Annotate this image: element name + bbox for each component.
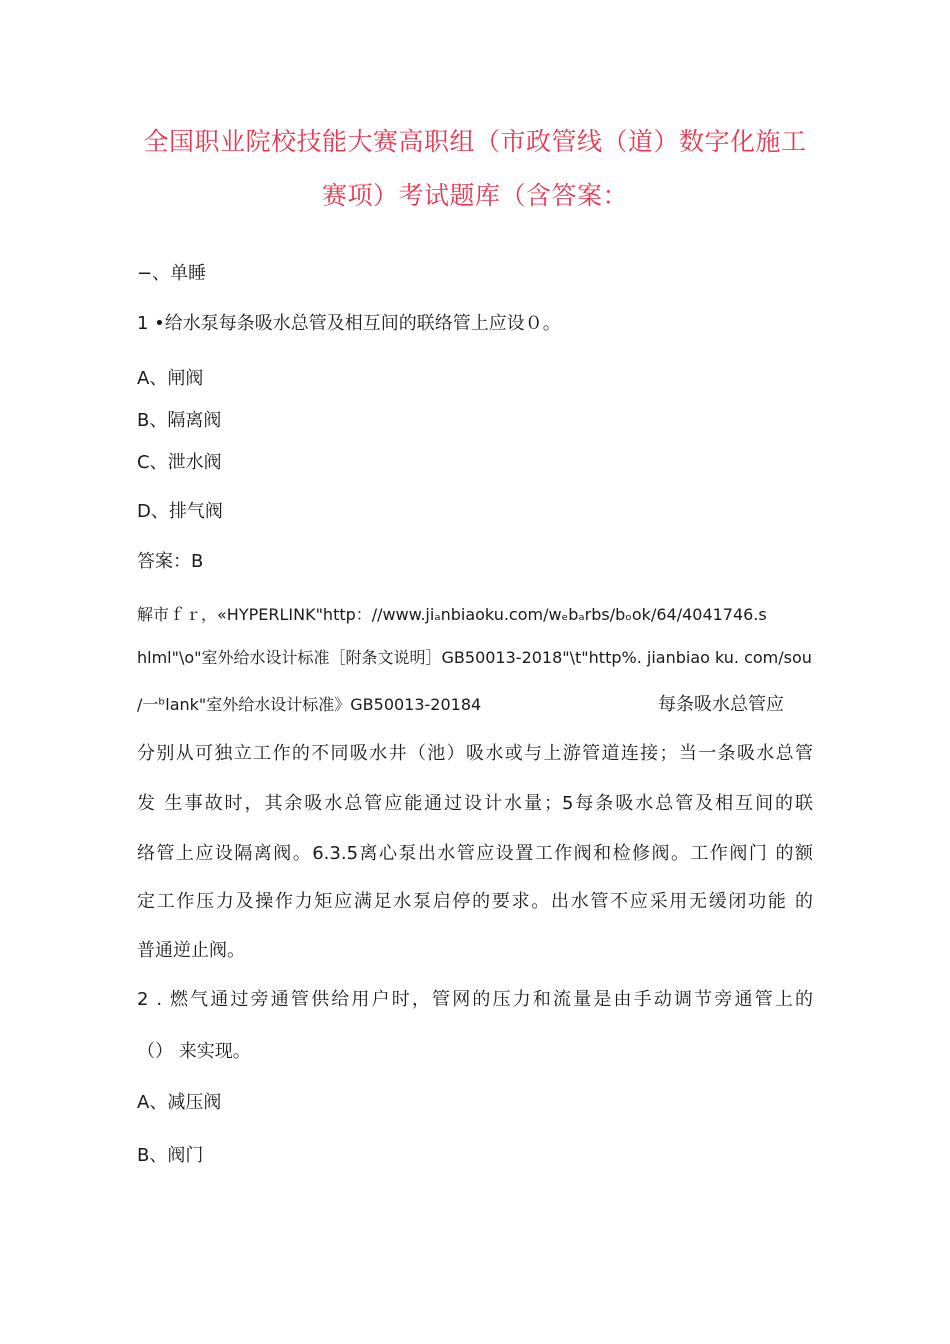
question-1-option-a: A、闸阀 — [137, 368, 204, 389]
question-1-option-c: C、泄水阀 — [137, 452, 222, 473]
question-1-explanation-line: 定工作压力及操作力矩应满足水泵启停的要求。出水管不应采用无缓闭功能 的 — [137, 891, 813, 912]
question-1-explanation-line: 发 生事故时，其余吸水总管应能通过设计水量；5每条吸水总管及相互间的联 — [137, 793, 813, 814]
question-1-explanation-line: 每条吸水总管应 — [658, 694, 784, 715]
question-2-stem: 2 . 燃气通过旁通管供给用户时，管网的压力和流量是由手动调节旁通管上的 — [137, 989, 813, 1010]
question-1-answer: 答案：B — [137, 551, 204, 572]
question-1-explanation-line: 分别从可独立工作的不同吸水井（池）吸水或与上游管道连接；当一条吸水总管 — [137, 743, 813, 764]
question-1-explanation-line: 普通逆止阀。 — [137, 940, 245, 961]
section-heading: −、单睡 — [137, 263, 207, 284]
question-2-option-a: A、减压阀 — [137, 1092, 222, 1113]
question-1-explanation-line: 络管上应设隔离阀。6.3.5离心泵出水管应设置工作阀和检修阀。工作阀门 的额 — [137, 843, 813, 864]
document-title-line-2: 赛项）考试题库（含答案： — [321, 181, 628, 210]
question-1-explanation-line: /一ᵇlank"室外给水设计标准》GB50013-20184 — [137, 695, 482, 714]
question-2-stem-continued: （） 来实现。 — [137, 1041, 251, 1062]
question-1-explanation-line: hlml"\o"室外给水设计标准［附条文说明］GB50013-2018"\t"http%. jianbiao ku. com/sou — [137, 648, 812, 667]
question-1-stem: 1 •给水泵每条吸水总管及相互间的联络管上应设０。 — [137, 313, 561, 334]
question-2-option-b: B、阀门 — [137, 1145, 204, 1166]
question-1-option-b: B、隔离阀 — [137, 410, 222, 431]
question-1-explanation-line: 解市ｆｒ，«HYPERLINK"http：//www.jiₐnbiaoku.com/wₑbₐrbs/bₒok/64/4041746.s — [137, 605, 767, 624]
document-title-line-1: 全国职业院校技能大赛高职组（市政管线（道）数字化施工 — [143, 127, 807, 156]
question-1-option-d: D、排气阀 — [137, 501, 223, 522]
